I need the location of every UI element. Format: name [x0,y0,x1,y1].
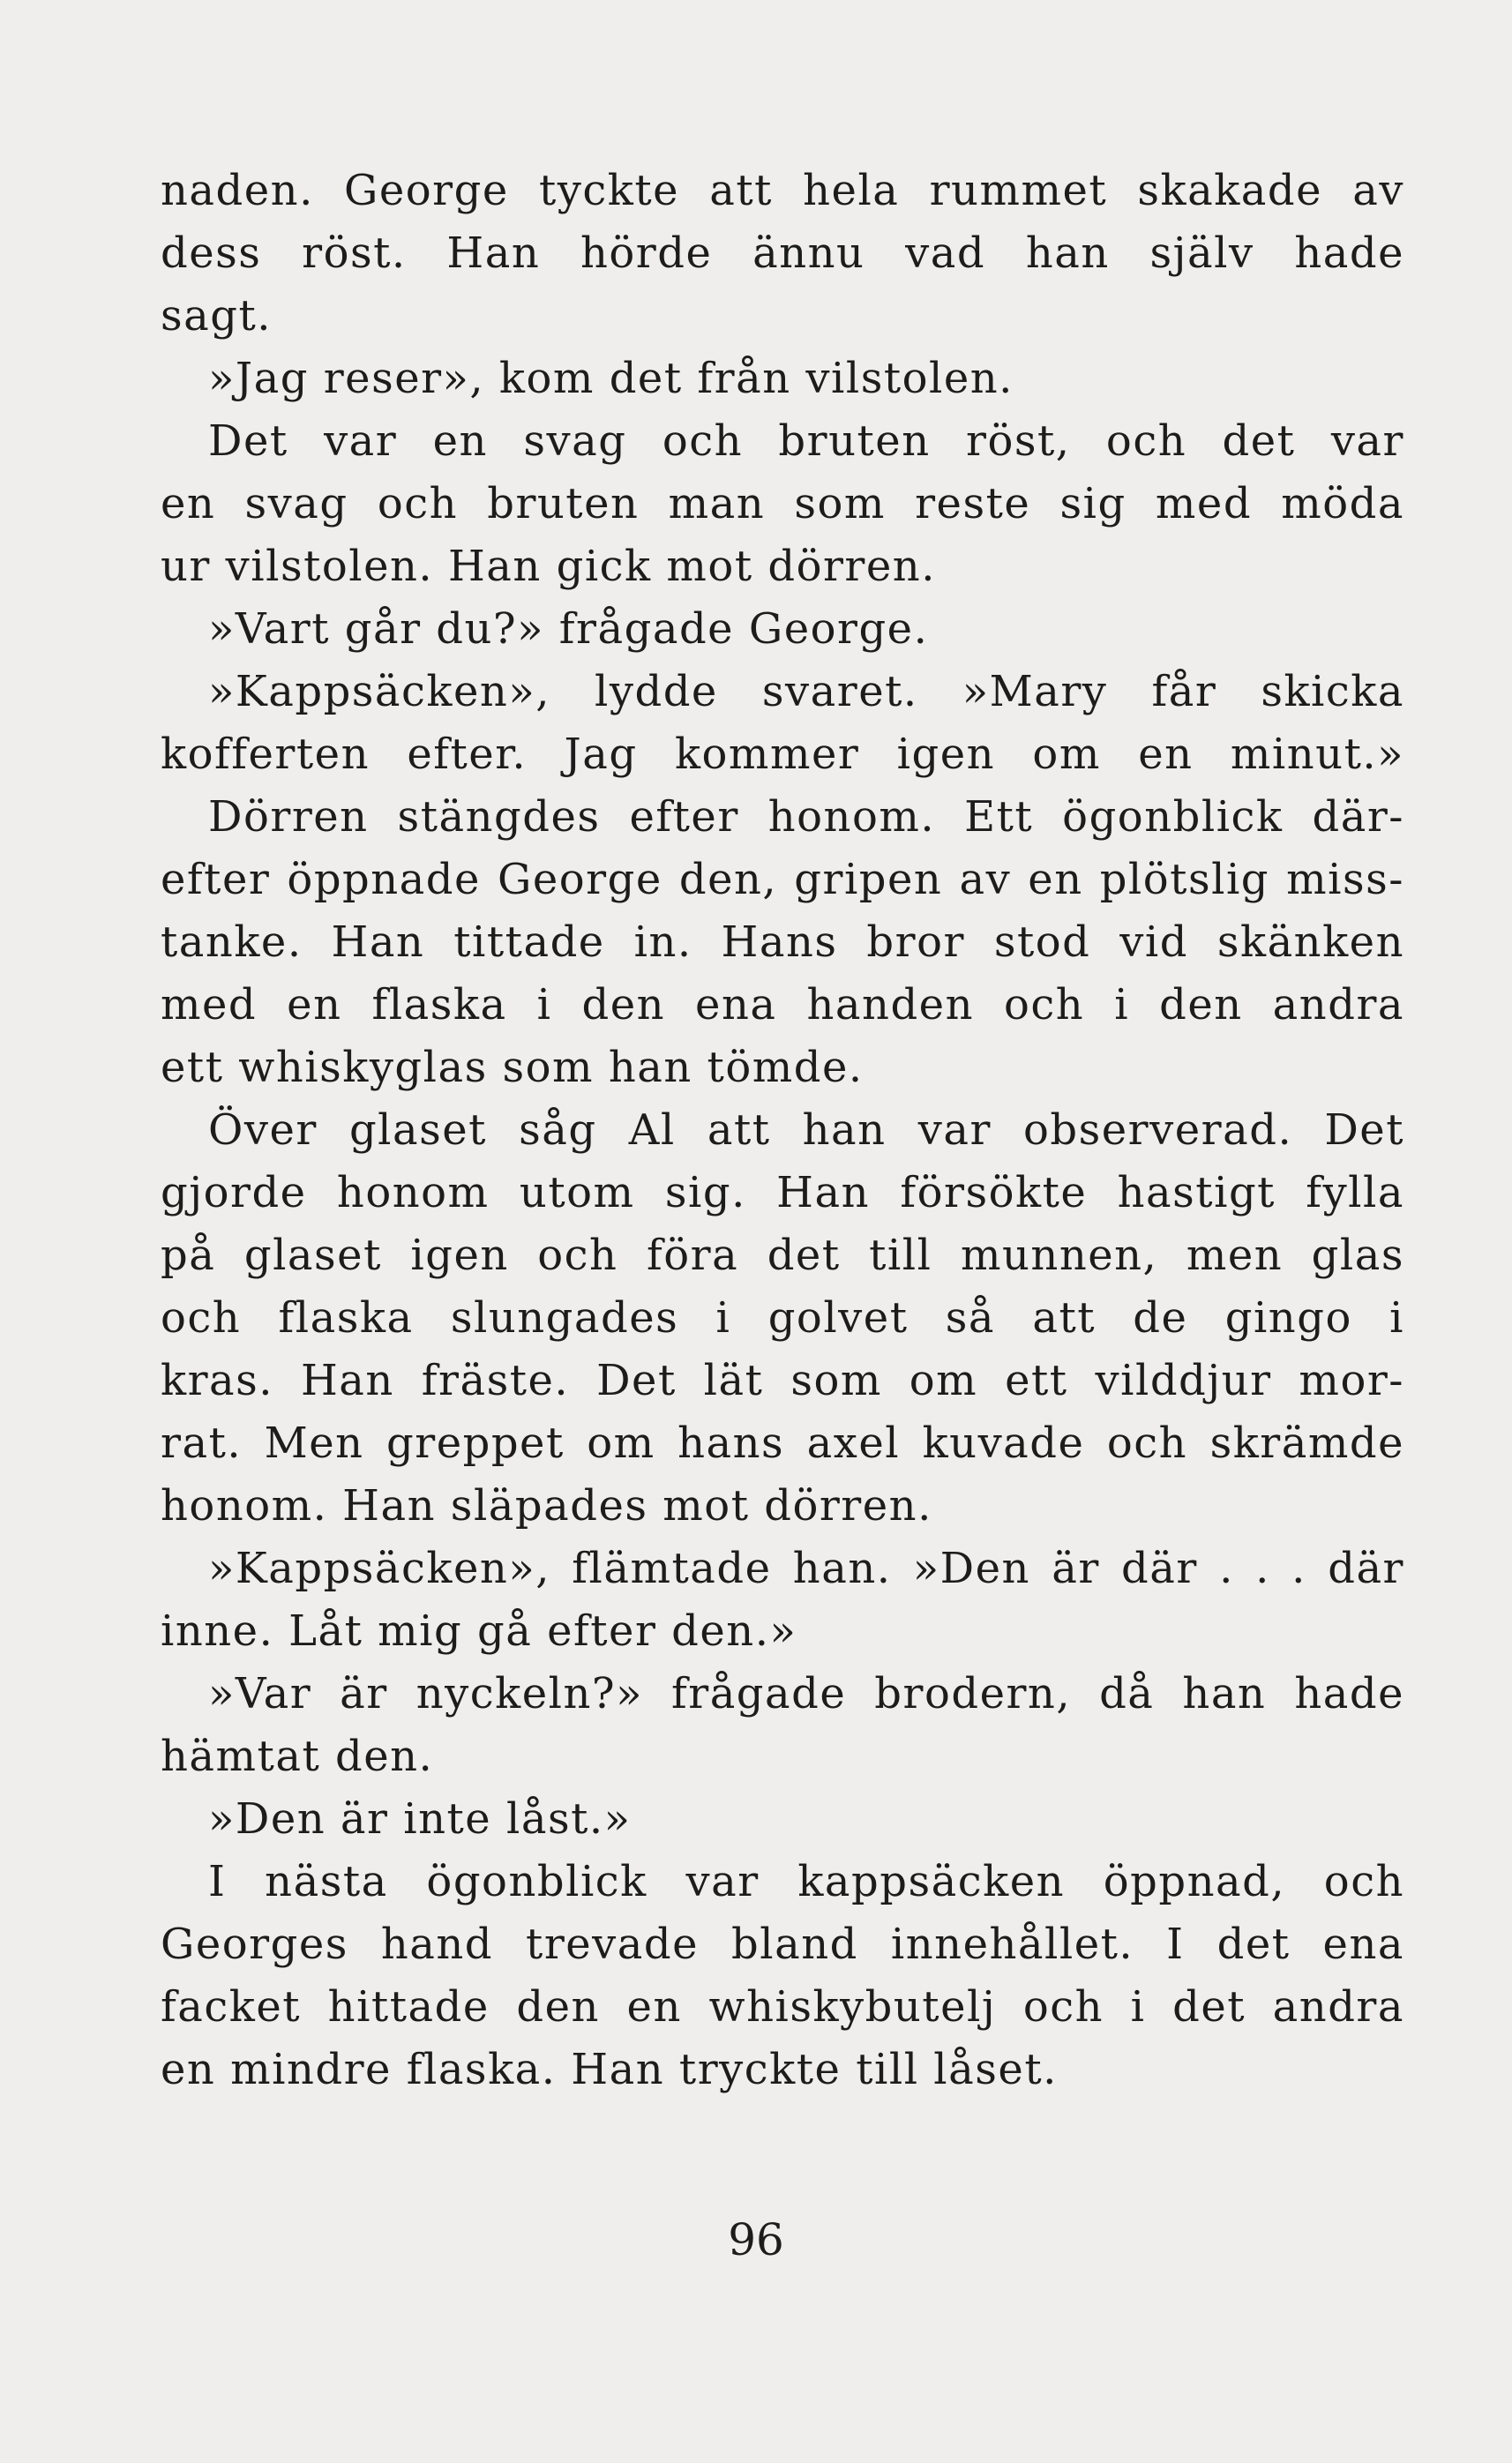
text-line: en svag och bruten man som reste sig med möda [161,479,1404,528]
text-line: och flaska slungades i golvet så att de gingo i [161,1293,1404,1343]
text-line: facket hittade den en whiskybutelj och i det andra [161,1982,1404,2032]
text-line: »Kappsäcken», flämtade han. »Den är där . . . där [208,1544,1404,1593]
text-line: »Vart går du?» frågade George. [208,604,929,654]
page-number: 96 [728,2214,784,2265]
text-line: tanke. Han tittade in. Hans bror stod vid skänken [161,917,1404,967]
text-line: en mindre flaska. Han tryckte till låset. [161,2045,1058,2094]
text-line: »Den är inte låst.» [208,1794,632,1844]
text-line: gjorde honom utom sig. Han försökte hastigt fylla [161,1168,1404,1217]
text-line: rat. Men greppet om hans axel kuvade och skrämde [161,1419,1404,1468]
text-line: »Jag reser», kom det från vilstolen. [208,354,1014,403]
text-line: sagt. [161,291,273,341]
text-line: honom. Han släpades mot dörren. [161,1481,932,1531]
text-line: I nästa ögonblick var kappsäcken öppnad, och [208,1857,1404,1906]
text-line: inne. Låt mig gå efter den.» [161,1606,797,1656]
text-line: dess röst. Han hörde ännu vad han själv hade [161,228,1404,278]
text-line: hämtat den. [161,1732,434,1781]
text-line: ur vilstolen. Han gick mot dörren. [161,542,936,591]
text-line: kofferten efter. Jag kommer igen om en minut.» [161,730,1404,779]
text-line: Dörren stängdes efter honom. Ett ögonblick där- [208,792,1404,842]
text-line: Över glaset såg Al att han var observerad. Det [208,1105,1404,1155]
text-line: Georges hand trevade bland innehållet. I det ena [161,1920,1404,1969]
text-line: på glaset igen och föra det till munnen, men glas [161,1231,1404,1280]
text-line: kras. Han fräste. Det lät som om ett vilddjur mor- [161,1356,1404,1405]
text-line: »Kappsäcken», lydde svaret. »Mary får skicka [208,667,1404,716]
text-line: »Var är nyckeln?» frågade brodern, då han hade [208,1669,1404,1718]
text-line: med en flaska i den ena handen och i den andra [161,980,1404,1029]
text-line: ett whiskyglas som han tömde. [161,1043,864,1092]
text-line: Det var en svag och bruten röst, och det var [208,416,1404,466]
text-line: naden. George tyckte att hela rummet skakade av [161,166,1404,215]
text-line: efter öppnade George den, gripen av en plötslig miss- [161,855,1404,904]
